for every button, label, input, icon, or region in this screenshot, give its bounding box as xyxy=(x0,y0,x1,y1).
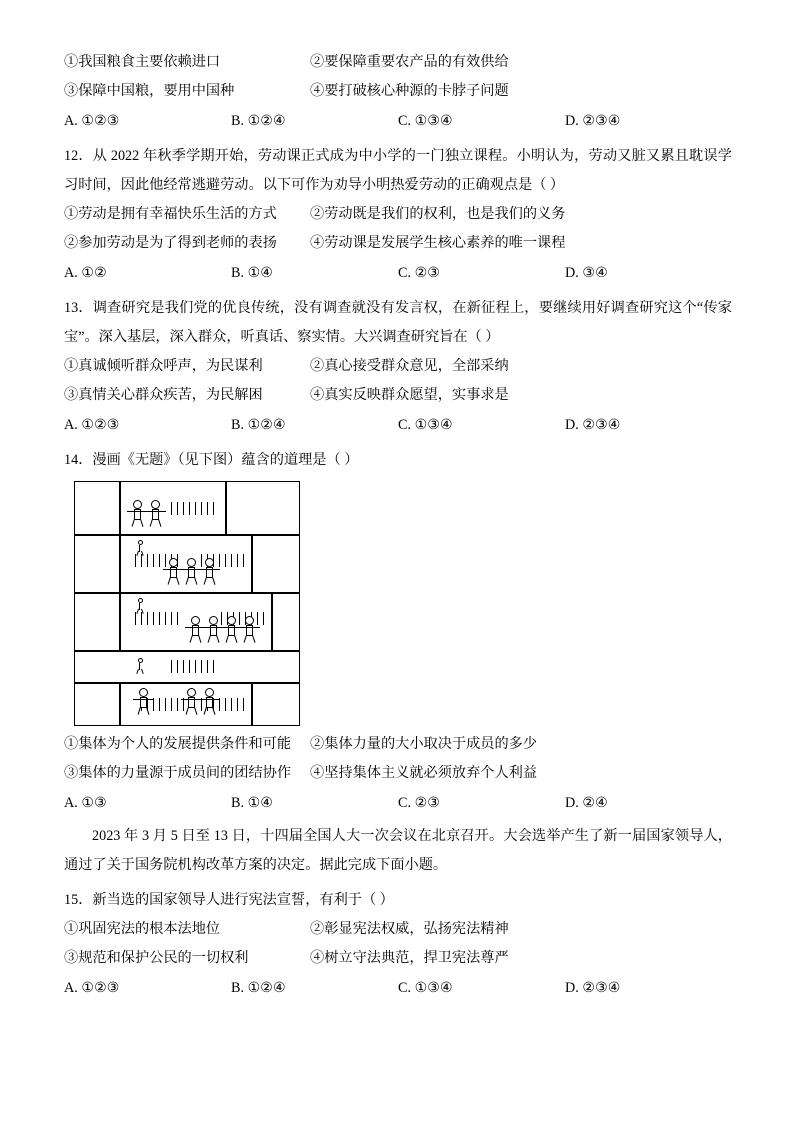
q11-answer-c xyxy=(398,106,565,136)
q11-answer-b xyxy=(231,106,398,136)
q11-option-row-2 xyxy=(64,77,732,106)
q11-answer-d-text: ②③④ xyxy=(582,113,621,129)
q13-option-row-2 xyxy=(64,381,732,410)
comic-person xyxy=(199,558,221,584)
q15-option-4: ④树立守法典范，捍卫宪法尊严 xyxy=(310,950,509,966)
hatch-1 xyxy=(171,502,215,515)
q14-option-1: ①集体为个人的发展提供条件和可能 xyxy=(64,736,292,752)
q15-answer-b-text: ①②④ xyxy=(247,980,286,996)
q14-option-row-2 xyxy=(64,759,732,788)
q14-answer-b-label: B. xyxy=(231,795,245,811)
q11-answer-a-label: A. xyxy=(64,113,78,129)
q12-stem: 12．从 2022 年秋季学期开始，劳动课正式成为中小学的一门独立课程。小明认为，劳动又脏又累且耽误学习时间，因此他经常逃避劳动。以下可作为劝导小明热爱劳动的正确观点是（ ） xyxy=(64,148,732,193)
q14-option-4: ④坚持集体主义就必须放弃个人利益 xyxy=(310,765,538,781)
q13-answer-a-text: ①②③ xyxy=(81,417,120,433)
q13-answer-d xyxy=(565,410,732,440)
q13-answer-c xyxy=(398,410,565,440)
q13-answer-a-label: A. xyxy=(64,417,78,433)
q12-option-1: ①劳动是拥有幸福快乐生活的方式 xyxy=(64,206,277,222)
q14-option-3: ③集体的力量源于成员间的团结协作 xyxy=(64,765,292,781)
question-14 xyxy=(64,446,732,818)
q12-answer-b xyxy=(231,258,398,288)
q14-answer-c-label: C. xyxy=(398,795,412,811)
q15-option-3: ③规范和保护公民的一切权利 xyxy=(64,950,249,966)
q12-answer-c-label: C. xyxy=(398,265,412,281)
q11-option-row-1 xyxy=(64,48,732,77)
q14-option-row-1 xyxy=(64,730,732,759)
q15-answer-c-text: ①③④ xyxy=(414,980,453,996)
comic-person-small xyxy=(135,598,145,614)
q13-option-2: ②真心接受群众意见，全部采纳 xyxy=(310,358,509,374)
shelf-line-3 xyxy=(75,650,299,652)
q15-stem: 15．新当选的国家领导人进行宪法宣誓，有利于（ ） xyxy=(64,892,394,908)
q11-answer-d xyxy=(565,106,732,136)
q15-answer-a-text: ①②③ xyxy=(81,980,120,996)
hatch-6 xyxy=(171,660,215,673)
q15-answer-b-label: B. xyxy=(231,980,245,996)
q14-answer-a-label: A. xyxy=(64,795,78,811)
q13-option-3: ③真情关心群众疾苦，为民解困 xyxy=(64,387,263,403)
q11-option-2: ②要保障重要农产品的有效供给 xyxy=(310,54,509,70)
q15-answer-a-label: A. xyxy=(64,980,78,996)
q11-option-4: ④要打破核心种源的卡脖子问题 xyxy=(310,83,509,99)
q12-answer-b-label: B. xyxy=(231,265,245,281)
comic-person-small xyxy=(135,658,145,674)
divider-7 xyxy=(119,682,121,725)
q11-answer-a xyxy=(64,106,231,136)
divider-2 xyxy=(225,482,227,534)
q13-option-1: ①真诚倾听群众呼声，为民谋利 xyxy=(64,358,263,374)
q12-answer-a-label: A. xyxy=(64,265,78,281)
q13-stem: 13．调查研究是我们党的优良传统，没有调查就没有发言权，在新征程上，要继续用好调查研究这个“传家宝”。深入基层，深入群众，听真话、察实情。大兴调查研究旨在（ ） xyxy=(64,300,732,345)
question-12 xyxy=(64,142,732,288)
q13-answer-b xyxy=(231,410,398,440)
q11-answer-row xyxy=(64,106,732,136)
q12-option-4: ④劳动课是发展学生核心素养的唯一课程 xyxy=(310,235,566,251)
question-15 xyxy=(64,886,732,1003)
q15-option-row-2 xyxy=(64,944,732,973)
q14-answer-c xyxy=(398,788,565,818)
q14-answer-b-text: ①④ xyxy=(247,795,274,811)
comic-person-small xyxy=(135,540,145,556)
q14-answer-c-text: ②③ xyxy=(414,795,441,811)
comic-person xyxy=(199,688,221,714)
q12-answer-b-text: ①④ xyxy=(247,265,274,281)
q12-answer-d-label: D. xyxy=(565,265,579,281)
q13-answer-b-label: B. xyxy=(231,417,245,433)
q12-answer-c-text: ②③ xyxy=(414,265,441,281)
q15-answer-b xyxy=(231,973,398,1003)
q14-option-2: ②集体力量的大小取决于成员的多少 xyxy=(310,736,538,752)
shelf-line-1 xyxy=(75,534,299,536)
divider-4 xyxy=(251,534,253,592)
q13-option-row-1 xyxy=(64,352,732,381)
q14-answer-d xyxy=(565,788,732,818)
q14-stem: 14．漫画《无题》（见下图）蕴含的道理是（ ） xyxy=(64,452,359,468)
q13-answer-b-text: ①②④ xyxy=(247,417,286,433)
comic-person xyxy=(239,616,261,642)
q11-option-1: ①我国粮食主要依赖进口 xyxy=(64,54,221,70)
q14-answer-b xyxy=(231,788,398,818)
q11-answer-b-label: B. xyxy=(231,113,245,129)
q12-option-row-2 xyxy=(64,229,732,258)
divider-6 xyxy=(271,592,273,650)
q13-answer-row xyxy=(64,410,732,440)
q15-answer-d-label: D. xyxy=(565,980,579,996)
divider-8 xyxy=(251,682,253,725)
divider-1 xyxy=(119,482,121,534)
q11-answer-b-text: ①②④ xyxy=(247,113,286,129)
q15-answer-a xyxy=(64,973,231,1003)
q15-answer-d xyxy=(565,973,732,1003)
q13-answer-a xyxy=(64,410,231,440)
shelf-line-2 xyxy=(75,592,299,594)
q11-answer-d-label: D. xyxy=(565,113,579,129)
q13-answer-c-label: C. xyxy=(398,417,412,433)
q12-answer-d-text: ③④ xyxy=(582,265,608,281)
comic-figure-wrapper xyxy=(74,481,732,726)
q15-answer-d-text: ②③④ xyxy=(582,980,621,996)
q11-answer-a-text: ①②③ xyxy=(81,113,120,129)
comic-person xyxy=(133,688,155,714)
q12-answer-a xyxy=(64,258,231,288)
comic-illustration xyxy=(74,481,300,726)
q12-answer-row xyxy=(64,258,732,288)
q13-answer-d-text: ②③④ xyxy=(582,417,621,433)
q14-answer-d-label: D. xyxy=(565,795,579,811)
q13-option-4: ④真实反映群众愿望，实事求是 xyxy=(310,387,509,403)
q11-answer-c-text: ①③④ xyxy=(414,113,453,129)
q12-option-row-1 xyxy=(64,200,732,229)
q12-option-3: ②参加劳动是为了得到老师的表扬 xyxy=(64,235,277,251)
q12-answer-c xyxy=(398,258,565,288)
q12-answer-a-text: ①② xyxy=(81,265,107,281)
q15-answer-c xyxy=(398,973,565,1003)
shelf-line-4 xyxy=(75,682,299,684)
divider-5 xyxy=(119,592,121,650)
q15-option-row-1 xyxy=(64,915,732,944)
q15-option-2: ②彰显宪法权威，弘扬宪法精神 xyxy=(310,921,509,937)
q14-answer-a-text: ①③ xyxy=(81,795,107,811)
question-13 xyxy=(64,294,732,440)
divider-3 xyxy=(119,534,121,592)
comic-person xyxy=(145,500,167,526)
q15-answer-c-label: C. xyxy=(398,980,412,996)
q11-answer-c-label: C. xyxy=(398,113,412,129)
material-paragraph: 2023 年 3 月 5 日至 13 日，十四届全国人大一次会议在北京召开。大会选举产生了新一届国家领导人，通过了关于国务院机构改革方案的决定。据此完成下面小题。 xyxy=(64,828,732,873)
q14-answer-row xyxy=(64,788,732,818)
q11-option-3: ③保障中国粮，要用中国种 xyxy=(64,83,235,99)
q13-answer-d-label: D. xyxy=(565,417,579,433)
q15-option-1: ①巩固宪法的根本法地位 xyxy=(64,921,221,937)
q12-answer-d xyxy=(565,258,732,288)
q15-answer-row xyxy=(64,973,732,1003)
q14-answer-a xyxy=(64,788,231,818)
q13-answer-c-text: ①③④ xyxy=(414,417,453,433)
q14-answer-d-text: ②④ xyxy=(582,795,608,811)
q12-option-2: ②劳动既是我们的权利，也是我们的义务 xyxy=(310,206,566,222)
